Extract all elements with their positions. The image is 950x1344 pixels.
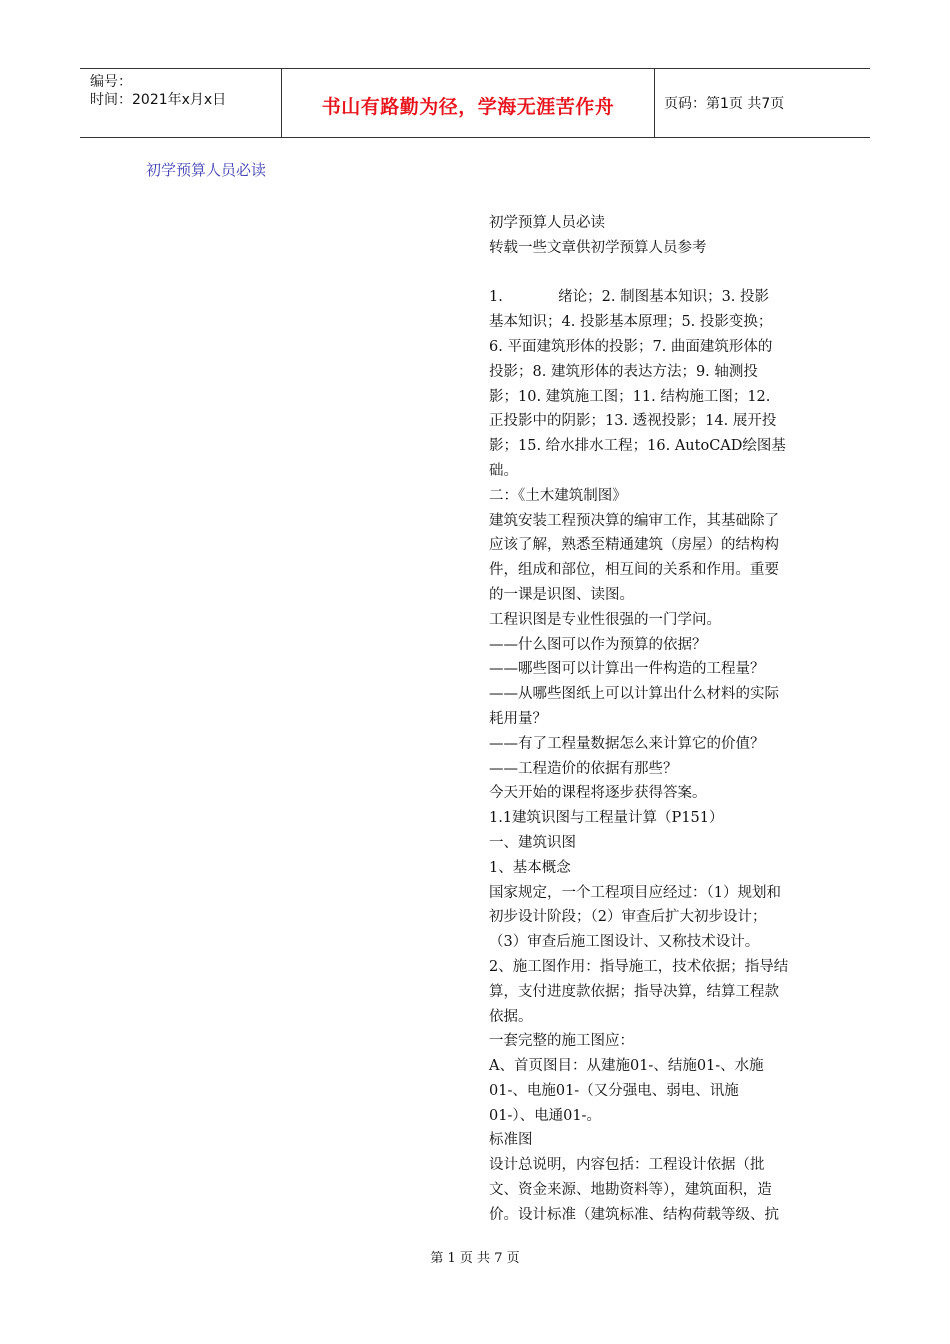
- number-label: 编号：: [90, 74, 132, 90]
- body-line: ——哪些图可以计算出一件构造的工程量？: [489, 661, 765, 678]
- body-line: 国家规定，一个工程项目应经过：（1）规划和: [489, 884, 781, 901]
- body-line: A、首页图目：从建施01-、结施01-、水施: [489, 1058, 764, 1075]
- body-line: 转载一些文章供初学预算人员参考: [489, 239, 707, 256]
- body-line: 影；15. 给水排水工程；16. AutoCAD绘图基: [489, 438, 786, 455]
- body-line: 基本知识；4. 投影基本原理；5. 投影变换；: [489, 314, 773, 331]
- body-line: 耗用量？: [489, 710, 547, 727]
- body-line: 6. 平面建筑形体的投影；7. 曲面建筑形体的: [489, 338, 773, 355]
- body-line: ——从哪些图纸上可以计算出什么材料的实际: [489, 686, 779, 703]
- body-line: 标准图: [489, 1132, 533, 1149]
- body-line: 初步设计阶段；（2）审查后扩大初步设计；: [489, 909, 767, 926]
- body-line: ——什么图可以作为预算的依据？: [489, 636, 707, 653]
- body-line: 01-、电施01-（又分强电、弱电、讯施: [489, 1082, 739, 1099]
- motto-text: 书山有路勤为径，学海无涯苦作舟: [321, 96, 615, 118]
- body-line: ——工程造价的依据有那些？: [489, 760, 678, 777]
- body-text: [489, 211, 839, 1228]
- body-line: 础。: [489, 462, 518, 479]
- body-line: 工程识图是专业性很强的一门学问。: [489, 611, 721, 628]
- body-line: 01-）、电通01-。: [489, 1107, 601, 1124]
- body-line: 投影；8. 建筑形体的表达方法；9. 轴测投: [489, 363, 758, 380]
- body-line: 一、建筑识图: [489, 834, 576, 851]
- body-line: 算，支付进度款依据；指导决算，结算工程款: [489, 983, 779, 1000]
- body-line: 正投影中的阴影；13. 透视投影；14. 展开投: [489, 413, 777, 430]
- body-line: ——有了工程量数据怎么来计算它的价值？: [489, 735, 765, 752]
- body-line: 今天开始的课程将逐步获得答案。: [489, 785, 707, 802]
- body-line: 1、基本概念: [489, 859, 571, 876]
- header-meta-cell: [80, 69, 280, 137]
- body-line: 的一课是识图、读图。: [489, 586, 634, 603]
- document-title-link[interactable]: 初学预算人员必读: [146, 161, 267, 179]
- body-line: [489, 261, 839, 286]
- body-line: 件，组成和部位，相互间的关系和作用。重要: [489, 562, 779, 579]
- body-line: 设计总说明，内容包括：工程设计依据（批: [489, 1157, 765, 1174]
- page-footer: 第 1 页 共 7 页: [430, 1251, 520, 1266]
- body-line: 影；10. 建筑施工图；11. 结构施工图；12.: [489, 388, 771, 405]
- body-line: 二：《土木建筑制图》: [489, 487, 627, 504]
- body-line: 2、施工图作用：指导施工，技术依据；指导结: [489, 958, 789, 975]
- body-line: 一套完整的施工图应：: [489, 1033, 634, 1050]
- body-line: 依据。: [489, 1008, 533, 1025]
- header-table: [80, 68, 870, 138]
- body-line: 价。设计标准（建筑标准、结构荷载等级、抗: [489, 1206, 779, 1223]
- body-line: （3）审查后施工图设计、又称技术设计。: [489, 934, 760, 951]
- body-line: 1.1建筑识图与工程量计算（P151）: [489, 810, 724, 827]
- body-line: 1. 绪论；2. 制图基本知识；3. 投影: [489, 289, 770, 306]
- date-label: 时间：2021年x月x日: [90, 92, 227, 108]
- body-line: 初学预算人员必读: [489, 215, 605, 231]
- body-line: 文、资金来源、地勘资料等），建筑面积，造: [489, 1182, 772, 1199]
- page-code: 页码：第1页 共7页: [664, 96, 785, 112]
- header-page-cell: [654, 69, 870, 137]
- body-line: 应该了解，熟悉至精通建筑（房屋）的结构构: [489, 537, 779, 554]
- header-motto-cell: [281, 69, 655, 137]
- body-line: 建筑安装工程预决算的编审工作，其基础除了: [489, 512, 779, 529]
